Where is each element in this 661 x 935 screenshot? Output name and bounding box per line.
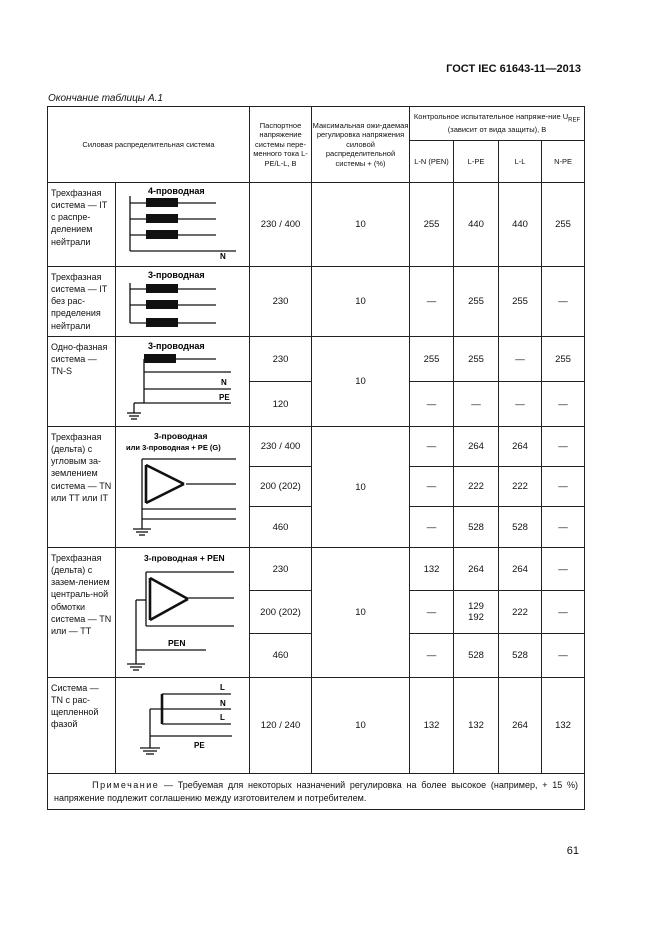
npe-value: —	[542, 591, 585, 634]
nominal-value: 230 / 400	[250, 427, 312, 467]
ln-value: —	[410, 467, 454, 507]
ll-value: —	[499, 382, 542, 427]
nominal-value: 460	[250, 507, 312, 548]
nominal-value: 230	[250, 548, 312, 591]
table-row	[48, 337, 585, 382]
table-note	[48, 774, 585, 810]
wiring-diagram	[116, 337, 250, 427]
col-header-lpe: L-PE	[454, 141, 499, 183]
wiring-diagram	[116, 548, 250, 678]
system-name: Трехфазная система — IT без рас-пределения нейтрали	[48, 267, 116, 337]
ln-value: —	[410, 507, 454, 548]
col-header-test: Контрольное испытательное напряже-ние $U_{REF}$ (зависит от вида защиты), B	[410, 107, 585, 141]
ll-value: 264	[499, 427, 542, 467]
lpe-value	[454, 591, 499, 634]
diagram-label: PE	[194, 741, 205, 750]
ln-value: —	[410, 591, 454, 634]
diagram-label: L	[220, 713, 225, 722]
wiring-diagram	[116, 183, 250, 267]
lpe-value: 440	[454, 183, 499, 267]
nominal-value: 120	[250, 382, 312, 427]
table-row	[48, 678, 585, 774]
lpe-value: 264	[454, 548, 499, 591]
diagram-label: PE	[219, 393, 230, 402]
lpe-value-line: 192	[468, 612, 484, 623]
npe-value: —	[542, 427, 585, 467]
ln-value: —	[410, 382, 454, 427]
ll-value: 440	[499, 183, 542, 267]
lpe-value: 132	[454, 678, 499, 774]
nominal-value: 200 (202)	[250, 467, 312, 507]
ln-value: —	[410, 634, 454, 678]
max-value: 10	[312, 183, 410, 267]
lpe-value: 222	[454, 467, 499, 507]
table-row	[48, 548, 585, 591]
ln-value: 132	[410, 548, 454, 591]
diagram-label: L	[220, 683, 225, 692]
npe-value: —	[542, 267, 585, 337]
table-caption: Окончание таблицы А.1	[48, 93, 163, 104]
ll-value: 528	[499, 507, 542, 548]
ln-value: 255	[410, 183, 454, 267]
ln-value: 255	[410, 337, 454, 382]
diagram-title: 3-проводная	[148, 341, 205, 351]
diagram-title: 3-проводная	[154, 431, 208, 441]
diagram-title: 3-проводная	[148, 270, 205, 280]
table-row	[48, 267, 585, 337]
npe-value: —	[542, 507, 585, 548]
ll-value: 222	[499, 591, 542, 634]
npe-value: —	[542, 548, 585, 591]
lpe-value: 255	[454, 337, 499, 382]
npe-value: 132	[542, 678, 585, 774]
nominal-value: 230	[250, 337, 312, 382]
max-value: 10	[312, 267, 410, 337]
ll-value: 264	[499, 678, 542, 774]
max-value: 10	[312, 678, 410, 774]
npe-value: 255	[542, 183, 585, 267]
ln-value: —	[410, 427, 454, 467]
col-header-ll: L-L	[499, 141, 542, 183]
diagram-label: N	[220, 252, 226, 261]
wiring-diagram	[116, 267, 250, 337]
ll-value: —	[499, 337, 542, 382]
col-header-system: Силовая распределительная система	[48, 107, 250, 183]
wiring-diagram	[116, 427, 250, 548]
max-value: 10	[312, 337, 410, 427]
ll-value: 264	[499, 548, 542, 591]
ll-value: 222	[499, 467, 542, 507]
ll-value: 528	[499, 634, 542, 678]
lpe-value-line: 129	[468, 601, 484, 612]
standard-header: ГОСТ IEC 61643-11—2013	[446, 63, 581, 75]
diagram-subtitle: или 3-проводная + PE (G)	[126, 443, 221, 452]
note-text: — Требуемая для некоторых назначений регулировка на более высокое (например, + 15 %) напряжение подлежит соглашению между изготовителем и потребителем.	[54, 780, 579, 803]
nominal-value: 460	[250, 634, 312, 678]
note-row	[48, 774, 585, 810]
lpe-value: 528	[454, 634, 499, 678]
npe-value: —	[542, 467, 585, 507]
max-value: 10	[312, 548, 410, 678]
system-name: Одно-фазная система — TN-S	[48, 337, 116, 427]
table-row	[48, 427, 585, 467]
nominal-value: 230	[250, 267, 312, 337]
diagram-label: N	[221, 378, 227, 387]
nominal-value: 200 (202)	[250, 591, 312, 634]
diagram-label: N	[220, 699, 226, 708]
system-name: Трехфазная система — IT с распре-делением нейтрали	[48, 183, 116, 267]
note-label: Примечание	[92, 780, 160, 790]
system-name: Трехфазная (дельта) с угловым за-землением система — TN или TT или IT	[48, 427, 116, 548]
npe-value: 255	[542, 337, 585, 382]
system-name: Система — TN с рас-щепленной фазой	[48, 678, 116, 774]
col-header-nominal: Паспортное напряжение системы пере-менного тока L-PE/L-L, B	[250, 107, 312, 183]
lpe-value: 528	[454, 507, 499, 548]
diagram-title: 3-проводная + PEN	[144, 553, 225, 563]
col-header-max: Максимальная ожи-даемая регулировка напряжения силовой распределительной системы + (%)	[312, 107, 410, 183]
diagram-title: 4-проводная	[148, 186, 205, 196]
ln-value: —	[410, 267, 454, 337]
lpe-value: —	[454, 382, 499, 427]
ll-value: 255	[499, 267, 542, 337]
lpe-value: 255	[454, 267, 499, 337]
table-row	[48, 183, 585, 267]
wiring-diagram	[116, 678, 250, 774]
npe-value: —	[542, 382, 585, 427]
col-header-ln: L-N (PEN)	[410, 141, 454, 183]
page-number: 61	[566, 845, 579, 857]
nominal-value: 120 / 240	[250, 678, 312, 774]
system-name: Трехфазная (дельта) с зазем-лением централь-ной обмотки система — TN или — TT	[48, 548, 116, 678]
nominal-value: 230 / 400	[250, 183, 312, 267]
lpe-value: 264	[454, 427, 499, 467]
diagram-label: PEN	[168, 638, 186, 648]
max-value: 10	[312, 427, 410, 548]
npe-value: —	[542, 634, 585, 678]
ln-value: 132	[410, 678, 454, 774]
voltage-table	[47, 106, 585, 810]
col-header-npe: N-PE	[542, 141, 585, 183]
